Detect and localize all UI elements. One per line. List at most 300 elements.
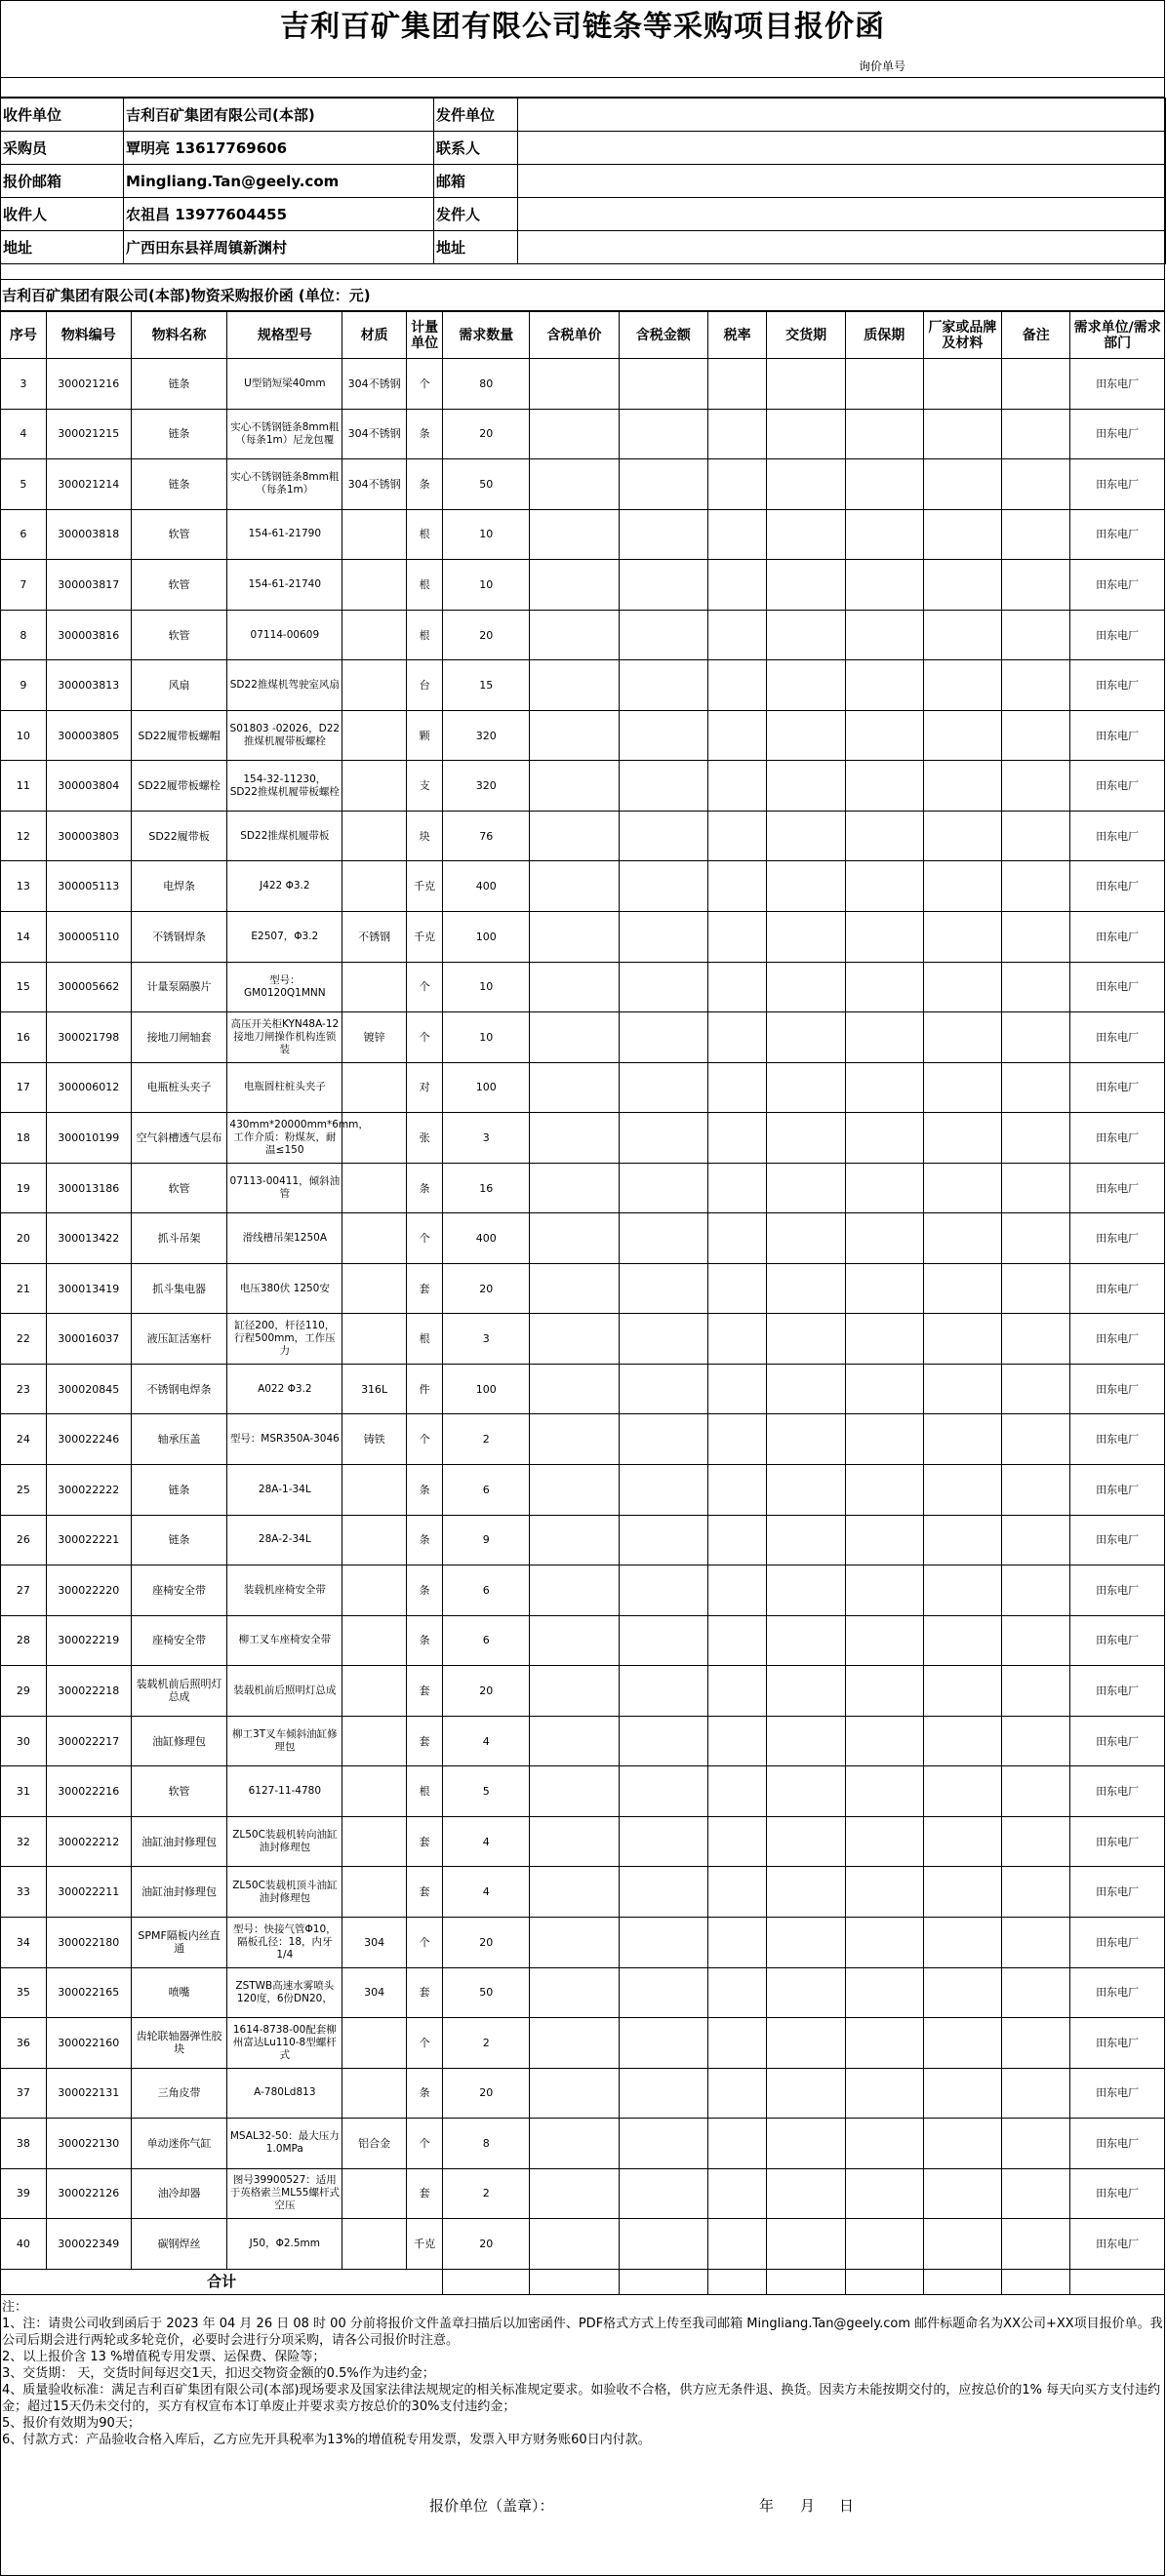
amount-cell[interactable] <box>619 1816 707 1867</box>
unit-price-cell[interactable] <box>530 1012 619 1063</box>
remark-cell[interactable] <box>1002 2219 1070 2270</box>
delivery-cell[interactable] <box>767 1917 846 1967</box>
warranty-cell[interactable] <box>846 1113 924 1164</box>
brand-cell[interactable] <box>923 660 1002 711</box>
remark-cell[interactable] <box>1002 710 1070 761</box>
warranty-cell[interactable] <box>846 811 924 861</box>
warranty-cell[interactable] <box>846 2018 924 2069</box>
delivery-cell[interactable] <box>767 1666 846 1717</box>
info-row-email <box>1 165 1166 198</box>
remark-cell[interactable] <box>1002 811 1070 861</box>
warranty-cell[interactable] <box>846 1012 924 1063</box>
warranty-cell[interactable] <box>846 1163 924 1213</box>
tax-rate-cell[interactable] <box>707 1414 766 1465</box>
tax-rate-cell[interactable] <box>707 962 766 1012</box>
brand-cell[interactable] <box>923 1716 1002 1766</box>
table-row <box>1 359 1165 410</box>
amount-cell[interactable] <box>619 1113 707 1164</box>
amount-cell[interactable] <box>619 1766 707 1817</box>
tax-rate-cell[interactable] <box>707 2068 766 2119</box>
brand-cell[interactable] <box>923 962 1002 1012</box>
sender-value[interactable] <box>518 198 1166 231</box>
tax-rate-cell[interactable] <box>707 710 766 761</box>
table-header-row <box>1 312 1165 359</box>
unit-price-cell[interactable] <box>530 1213 619 1264</box>
brand-cell[interactable] <box>923 1113 1002 1164</box>
brand-cell[interactable] <box>923 1062 1002 1113</box>
delivery-cell[interactable] <box>767 1163 846 1213</box>
delivery-cell[interactable] <box>767 1414 846 1465</box>
total-qty-cell[interactable] <box>443 2269 530 2294</box>
delivery-cell[interactable] <box>767 1113 846 1164</box>
remark-cell[interactable] <box>1002 1716 1070 1766</box>
amount-cell[interactable] <box>619 710 707 761</box>
unit-price-cell[interactable] <box>530 811 619 861</box>
warranty-cell[interactable] <box>846 1867 924 1918</box>
brand-cell[interactable] <box>923 2068 1002 2119</box>
tax-rate-cell[interactable] <box>707 1565 766 1616</box>
tax-rate-cell[interactable] <box>707 560 766 611</box>
tax-rate-cell[interactable] <box>707 1967 766 2018</box>
amount-cell[interactable] <box>619 1867 707 1918</box>
warranty-cell[interactable] <box>846 1414 924 1465</box>
amount-cell[interactable] <box>619 660 707 711</box>
brand-cell[interactable] <box>923 1565 1002 1616</box>
unit-price-cell[interactable] <box>530 610 619 660</box>
unit-price-cell[interactable] <box>530 1062 619 1113</box>
unit-price-cell[interactable] <box>530 710 619 761</box>
remark-cell[interactable] <box>1002 1917 1070 1967</box>
remark-cell[interactable] <box>1002 761 1070 812</box>
unit-price-cell[interactable] <box>530 2068 619 2119</box>
brand-cell[interactable] <box>923 1615 1002 1666</box>
unit-price-cell[interactable] <box>530 1766 619 1817</box>
demand-department: 田东电厂 <box>1070 1766 1165 1817</box>
spec-model: 装载机前后照明灯总成 <box>227 1666 342 1717</box>
amount-cell[interactable] <box>619 1967 707 2018</box>
amount-cell[interactable] <box>619 861 707 912</box>
amount-cell[interactable] <box>619 1716 707 1766</box>
amount-cell[interactable] <box>619 2119 707 2169</box>
contact-value[interactable] <box>518 132 1166 165</box>
tax-rate-cell[interactable] <box>707 1766 766 1817</box>
warranty-cell[interactable] <box>846 861 924 912</box>
tax-rate-cell[interactable] <box>707 1816 766 1867</box>
row-number: 16 <box>1 1012 47 1063</box>
warranty-cell[interactable] <box>846 610 924 660</box>
warranty-cell[interactable] <box>846 1314 924 1365</box>
warranty-cell[interactable] <box>846 1364 924 1414</box>
unit-price-cell[interactable] <box>530 2119 619 2169</box>
brand-cell[interactable] <box>923 1515 1002 1565</box>
warranty-cell[interactable] <box>846 1917 924 1967</box>
remark-cell[interactable] <box>1002 1867 1070 1918</box>
warranty-cell[interactable] <box>846 459 924 510</box>
warranty-cell[interactable] <box>846 1766 924 1817</box>
remark-cell[interactable] <box>1002 1012 1070 1063</box>
amount-cell[interactable] <box>619 2219 707 2270</box>
amount-cell[interactable] <box>619 509 707 560</box>
spec-model: ZSTWB高速水雾喷头120度，6份DN20， <box>227 1967 342 2018</box>
delivery-cell[interactable] <box>767 1515 846 1565</box>
warranty-cell[interactable] <box>846 1213 924 1264</box>
amount-cell[interactable] <box>619 409 707 459</box>
warranty-cell[interactable] <box>846 761 924 812</box>
delivery-cell[interactable] <box>767 509 846 560</box>
material-code: 300022126 <box>46 2168 131 2219</box>
brand-cell[interactable] <box>923 2018 1002 2069</box>
total-amount-cell[interactable] <box>619 2269 707 2294</box>
unit-price-cell[interactable] <box>530 1113 619 1164</box>
brand-cell[interactable] <box>923 1364 1002 1414</box>
brand-cell[interactable] <box>923 710 1002 761</box>
unit-price-cell[interactable] <box>530 1666 619 1717</box>
remark-cell[interactable] <box>1002 660 1070 711</box>
amount-cell[interactable] <box>619 1062 707 1113</box>
warranty-cell[interactable] <box>846 359 924 410</box>
remark-cell[interactable] <box>1002 2119 1070 2169</box>
unit-price-cell[interactable] <box>530 761 619 812</box>
amount-cell[interactable] <box>619 1615 707 1666</box>
amount-cell[interactable] <box>619 1565 707 1616</box>
tax-rate-cell[interactable] <box>707 1113 766 1164</box>
day-label: 日 <box>839 2497 855 2515</box>
tax-rate-cell[interactable] <box>707 359 766 410</box>
brand-cell[interactable] <box>923 861 1002 912</box>
warranty-cell[interactable] <box>846 2068 924 2119</box>
remark-cell[interactable] <box>1002 2068 1070 2119</box>
unit-price-cell[interactable] <box>530 409 619 459</box>
unit-price-cell[interactable] <box>530 2168 619 2219</box>
tax-rate-cell[interactable] <box>707 1364 766 1414</box>
brand-cell[interactable] <box>923 761 1002 812</box>
delivery-cell[interactable] <box>767 1364 846 1414</box>
warranty-cell[interactable] <box>846 710 924 761</box>
amount-cell[interactable] <box>619 1163 707 1213</box>
unit-price-cell[interactable] <box>530 912 619 963</box>
delivery-cell[interactable] <box>767 1967 846 2018</box>
brand-cell[interactable] <box>923 912 1002 963</box>
unit-price-cell[interactable] <box>530 660 619 711</box>
brand-cell[interactable] <box>923 560 1002 611</box>
material-type <box>342 1766 407 1817</box>
brand-cell[interactable] <box>923 1816 1002 1867</box>
warranty-cell[interactable] <box>846 560 924 611</box>
delivery-cell[interactable] <box>767 710 846 761</box>
unit-price-cell[interactable] <box>530 1263 619 1314</box>
warranty-cell[interactable] <box>846 912 924 963</box>
amount-cell[interactable] <box>619 811 707 861</box>
remark-cell[interactable] <box>1002 912 1070 963</box>
tax-rate-cell[interactable] <box>707 1012 766 1063</box>
brand-cell[interactable] <box>923 811 1002 861</box>
brand-cell[interactable] <box>923 2219 1002 2270</box>
amount-cell[interactable] <box>619 560 707 611</box>
tax-rate-cell[interactable] <box>707 1213 766 1264</box>
amount-cell[interactable] <box>619 1515 707 1565</box>
unit-price-cell[interactable] <box>530 962 619 1012</box>
material-code: 300013186 <box>46 1163 131 1213</box>
column-header: 含税单价 <box>530 312 619 359</box>
material-code: 300022216 <box>46 1766 131 1817</box>
delivery-cell[interactable] <box>767 1012 846 1063</box>
tax-rate-cell[interactable] <box>707 660 766 711</box>
delivery-cell[interactable] <box>767 1867 846 1918</box>
items-table <box>0 311 1165 2295</box>
unit-price-cell[interactable] <box>530 1565 619 1616</box>
warranty-cell[interactable] <box>846 409 924 459</box>
amount-cell[interactable] <box>619 1917 707 1967</box>
brand-cell[interactable] <box>923 1465 1002 1516</box>
tax-rate-cell[interactable] <box>707 912 766 963</box>
warranty-cell[interactable] <box>846 2119 924 2169</box>
delivery-cell[interactable] <box>767 811 846 861</box>
remark-cell[interactable] <box>1002 1615 1070 1666</box>
brand-cell[interactable] <box>923 1666 1002 1717</box>
delivery-cell[interactable] <box>767 409 846 459</box>
amount-cell[interactable] <box>619 962 707 1012</box>
unit-price-cell[interactable] <box>530 1414 619 1465</box>
delivery-cell[interactable] <box>767 912 846 963</box>
brand-cell[interactable] <box>923 1414 1002 1465</box>
remark-cell[interactable] <box>1002 459 1070 510</box>
tax-rate-cell[interactable] <box>707 1917 766 1967</box>
brand-cell[interactable] <box>923 359 1002 410</box>
sender-unit-value[interactable] <box>518 99 1166 132</box>
tax-rate-cell[interactable] <box>707 2119 766 2169</box>
amount-cell[interactable] <box>619 1414 707 1465</box>
remark-cell[interactable] <box>1002 1314 1070 1365</box>
warranty-cell[interactable] <box>846 1666 924 1717</box>
delivery-cell[interactable] <box>767 1465 846 1516</box>
tax-rate-cell[interactable] <box>707 2168 766 2219</box>
unit-price-cell[interactable] <box>530 861 619 912</box>
unit-price-cell[interactable] <box>530 1917 619 1967</box>
delivery-cell[interactable] <box>767 1263 846 1314</box>
remark-cell[interactable] <box>1002 409 1070 459</box>
remark-cell[interactable] <box>1002 1163 1070 1213</box>
remark-cell[interactable] <box>1002 1213 1070 1264</box>
delivery-cell[interactable] <box>767 1716 846 1766</box>
delivery-cell[interactable] <box>767 861 846 912</box>
tax-rate-cell[interactable] <box>707 409 766 459</box>
warranty-cell[interactable] <box>846 2219 924 2270</box>
brand-cell[interactable] <box>923 2168 1002 2219</box>
tax-rate-cell[interactable] <box>707 459 766 510</box>
warranty-cell[interactable] <box>846 1062 924 1113</box>
tax-rate-cell[interactable] <box>707 1465 766 1516</box>
spec-model: A-780Ld813 <box>227 2068 342 2119</box>
amount-cell[interactable] <box>619 1465 707 1516</box>
address2-value[interactable] <box>518 231 1166 264</box>
delivery-cell[interactable] <box>767 761 846 812</box>
tax-rate-cell[interactable] <box>707 811 766 861</box>
amount-cell[interactable] <box>619 1012 707 1063</box>
delivery-cell[interactable] <box>767 2119 846 2169</box>
remark-cell[interactable] <box>1002 1414 1070 1465</box>
warranty-cell[interactable] <box>846 1263 924 1314</box>
material-code: 300020845 <box>46 1364 131 1414</box>
tax-rate-cell[interactable] <box>707 1163 766 1213</box>
brand-cell[interactable] <box>923 459 1002 510</box>
brand-cell[interactable] <box>923 1163 1002 1213</box>
remark-cell[interactable] <box>1002 1465 1070 1516</box>
delivery-cell[interactable] <box>767 2018 846 2069</box>
remark-cell[interactable] <box>1002 610 1070 660</box>
total-price-cell[interactable] <box>530 2269 619 2294</box>
tax-rate-cell[interactable] <box>707 861 766 912</box>
unit-price-cell[interactable] <box>530 2018 619 2069</box>
unit-price-cell[interactable] <box>530 509 619 560</box>
amount-cell[interactable] <box>619 1364 707 1414</box>
remark-cell[interactable] <box>1002 1766 1070 1817</box>
warranty-cell[interactable] <box>846 1565 924 1616</box>
remark-cell[interactable] <box>1002 1515 1070 1565</box>
remark-cell[interactable] <box>1002 1565 1070 1616</box>
amount-cell[interactable] <box>619 359 707 410</box>
remark-cell[interactable] <box>1002 861 1070 912</box>
remark-cell[interactable] <box>1002 1967 1070 2018</box>
tax-rate-cell[interactable] <box>707 509 766 560</box>
unit-price-cell[interactable] <box>530 1816 619 1867</box>
delivery-cell[interactable] <box>767 359 846 410</box>
delivery-cell[interactable] <box>767 459 846 510</box>
warranty-cell[interactable] <box>846 962 924 1012</box>
tax-rate-cell[interactable] <box>707 610 766 660</box>
delivery-cell[interactable] <box>767 2168 846 2219</box>
remark-cell[interactable] <box>1002 962 1070 1012</box>
warranty-cell[interactable] <box>846 1515 924 1565</box>
delivery-cell[interactable] <box>767 1816 846 1867</box>
amount-cell[interactable] <box>619 2018 707 2069</box>
tax-rate-cell[interactable] <box>707 2219 766 2270</box>
unit-price-cell[interactable] <box>530 1867 619 1918</box>
amount-cell[interactable] <box>619 1263 707 1314</box>
remark-cell[interactable] <box>1002 1666 1070 1717</box>
warranty-cell[interactable] <box>846 509 924 560</box>
amount-cell[interactable] <box>619 2168 707 2219</box>
tax-rate-cell[interactable] <box>707 1615 766 1666</box>
delivery-cell[interactable] <box>767 1615 846 1666</box>
remark-cell[interactable] <box>1002 1113 1070 1164</box>
delivery-cell[interactable] <box>767 2068 846 2119</box>
delivery-cell[interactable] <box>767 1565 846 1616</box>
amount-cell[interactable] <box>619 1213 707 1264</box>
unit-price-cell[interactable] <box>530 1716 619 1766</box>
address-label: 地址 <box>1 231 124 264</box>
delivery-cell[interactable] <box>767 610 846 660</box>
amount-cell[interactable] <box>619 1314 707 1365</box>
brand-cell[interactable] <box>923 1766 1002 1817</box>
unit-price-cell[interactable] <box>530 1967 619 2018</box>
unit-price-cell[interactable] <box>530 1163 619 1213</box>
unit-price-cell[interactable] <box>530 1615 619 1666</box>
tax-rate-cell[interactable] <box>707 1867 766 1918</box>
remark-cell[interactable] <box>1002 509 1070 560</box>
brand-cell[interactable] <box>923 1967 1002 2018</box>
delivery-cell[interactable] <box>767 2219 846 2270</box>
amount-cell[interactable] <box>619 610 707 660</box>
row-number: 24 <box>1 1414 47 1465</box>
material-type: 304不锈钢 <box>342 359 407 410</box>
amount-cell[interactable] <box>619 1666 707 1717</box>
unit-price-cell[interactable] <box>530 1465 619 1516</box>
unit: 对 <box>407 1062 443 1113</box>
brand-cell[interactable] <box>923 1012 1002 1063</box>
brand-cell[interactable] <box>923 1867 1002 1918</box>
unit-price-cell[interactable] <box>530 2219 619 2270</box>
remark-cell[interactable] <box>1002 1062 1070 1113</box>
brand-cell[interactable] <box>923 2119 1002 2169</box>
amount-cell[interactable] <box>619 912 707 963</box>
spec-model: 实心不锈钢链条8mm粗（每条1m） <box>227 459 342 510</box>
brand-cell[interactable] <box>923 1213 1002 1264</box>
remark-cell[interactable] <box>1002 1263 1070 1314</box>
warranty-cell[interactable] <box>846 1465 924 1516</box>
remark-cell[interactable] <box>1002 2168 1070 2219</box>
tax-rate-cell[interactable] <box>707 1263 766 1314</box>
amount-cell[interactable] <box>619 761 707 812</box>
delivery-cell[interactable] <box>767 660 846 711</box>
unit-price-cell[interactable] <box>530 359 619 410</box>
brand-cell[interactable] <box>923 610 1002 660</box>
warranty-cell[interactable] <box>846 1967 924 2018</box>
delivery-cell[interactable] <box>767 1062 846 1113</box>
warranty-cell[interactable] <box>846 2168 924 2219</box>
delivery-cell[interactable] <box>767 560 846 611</box>
brand-cell[interactable] <box>923 509 1002 560</box>
remark-cell[interactable] <box>1002 1816 1070 1867</box>
unit-price-cell[interactable] <box>530 459 619 510</box>
brand-cell[interactable] <box>923 409 1002 459</box>
remark-cell[interactable] <box>1002 359 1070 410</box>
tax-rate-cell[interactable] <box>707 1666 766 1717</box>
tax-rate-cell[interactable] <box>707 1515 766 1565</box>
tax-rate-cell[interactable] <box>707 1716 766 1766</box>
material-type <box>342 1213 407 1264</box>
unit-price-cell[interactable] <box>530 560 619 611</box>
brand-cell[interactable] <box>923 1314 1002 1365</box>
delivery-cell[interactable] <box>767 1213 846 1264</box>
buyer-value: 覃明亮 13617769606 <box>124 132 434 165</box>
warranty-cell[interactable] <box>846 660 924 711</box>
delivery-cell[interactable] <box>767 962 846 1012</box>
brand-cell[interactable] <box>923 1917 1002 1967</box>
quantity: 15 <box>443 660 530 711</box>
amount-cell[interactable] <box>619 2068 707 2119</box>
amount-cell[interactable] <box>619 459 707 510</box>
brand-cell[interactable] <box>923 1263 1002 1314</box>
remark-cell[interactable] <box>1002 560 1070 611</box>
tax-rate-cell[interactable] <box>707 1062 766 1113</box>
tax-rate-cell[interactable] <box>707 761 766 812</box>
tax-rate-cell[interactable] <box>707 1314 766 1365</box>
table-row <box>1 2168 1165 2219</box>
mailbox-value[interactable] <box>518 165 1166 198</box>
unit-price-cell[interactable] <box>530 1364 619 1414</box>
delivery-cell[interactable] <box>767 1314 846 1365</box>
remark-cell[interactable] <box>1002 2018 1070 2069</box>
warranty-cell[interactable] <box>846 1615 924 1666</box>
tax-rate-cell[interactable] <box>707 2018 766 2069</box>
warranty-cell[interactable] <box>846 1816 924 1867</box>
unit-price-cell[interactable] <box>530 1314 619 1365</box>
warranty-cell[interactable] <box>846 1716 924 1766</box>
delivery-cell[interactable] <box>767 1766 846 1817</box>
remark-cell[interactable] <box>1002 1364 1070 1414</box>
unit: 条 <box>407 1515 443 1565</box>
unit-price-cell[interactable] <box>530 1515 619 1565</box>
